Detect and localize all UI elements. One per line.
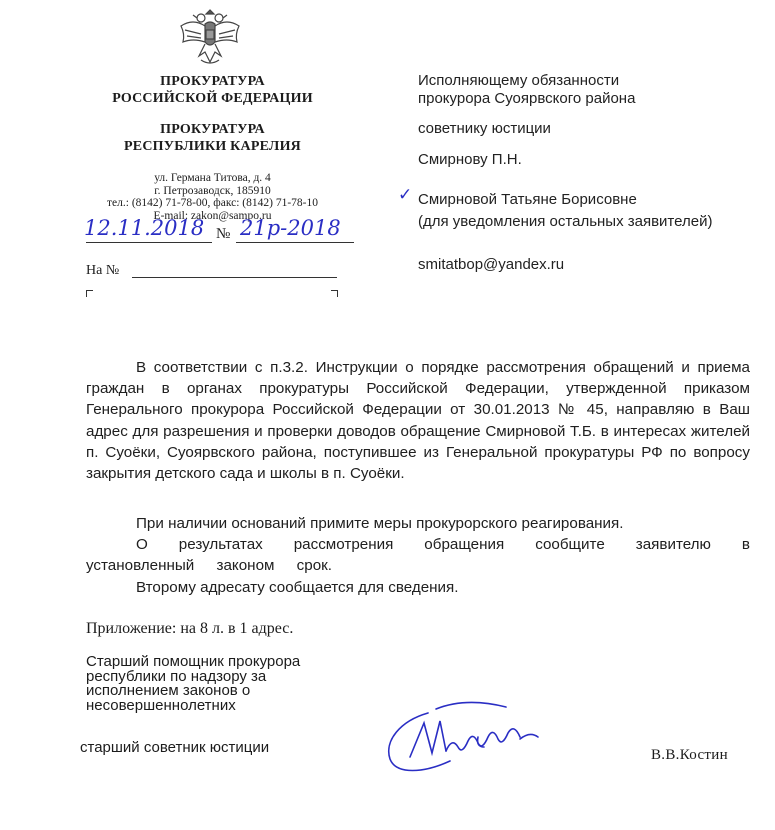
body-p1-text: В соответствии с п.3.2. Инструкции о порядке рассмотрения обращений и приема граждан в органах прокуратуры Российской Федерации, утвержденной приказом Генерального прокурора Российской Федерации от 30.01.2013 № 45, направляю в Ваш адрес для разрешения и проверки доводов обращение Смирновой Т.Б. в интересах жителей п. Суоёки, Суоярвского района, поступившее из Генеральной прокуратуры РФ по вопросу закрытия детского сада и школы в п. Суоёки. [86,359,750,483]
signatory-title-line4: несовершеннолетних [86,696,236,714]
handwritten-signature [380,693,555,778]
signatory-title-line1: Старший помощник прокурора [86,653,301,670]
reference-underline [132,277,337,278]
signatory-title-line3: исполнением законов о [86,682,251,699]
recipient-email: smitatbop@yandex.ru [418,256,565,273]
address-line: ул. Германа Титова, д. 4 [154,172,271,184]
org1-line2: РОССИЙСКОЙ ФЕДЕРАЦИИ [112,91,313,106]
check-mark-icon: ✓ [398,185,413,205]
number-underline [236,242,354,243]
org2-line2: РЕСПУБЛИКИ КАРЕЛИЯ [124,139,301,154]
phone-line: тел.: (8142) 71-78-00, факс: (8142) 71-78-10 [107,197,318,209]
body-p2-text: При наличии оснований примите меры прокурорского реагирования. [136,515,624,532]
body-paragraph-2 [86,513,750,534]
city-line: г. Петрозаводск, 185910 [154,184,271,197]
recipient-line-4: Смирнову П.Н. [418,151,522,168]
corner-mark-right [331,290,338,297]
org1-line1: ПРОКУРАТУРА [160,74,265,89]
signatory-title-line2: республики по надзору за [86,667,267,685]
recipient-line-3: советнику юстиции [418,120,551,137]
date-underline [86,242,212,243]
outgoing-date: 12.11.2018 [84,216,205,240]
prosecutor-office-rf-heading [95,73,330,107]
body-p4-text: Второму адресату сообщается для сведения. [136,579,459,596]
email-line: E-mail: zakon@sampo.ru [153,209,272,222]
body-paragraph-4 [86,577,750,598]
annex-line: Приложение: на 8 л. в 1 адрес. [86,620,294,637]
double-headed-eagle-icon [175,4,245,72]
corner-mark-left [86,290,93,297]
signatory-title [86,655,346,713]
body-p3-text: О результатах рассмотрения обращения сообщите заявителю в установленный законом срок. [86,536,750,575]
body-paragraph-3 [86,534,750,576]
recipient-line-5: Смирновой Татьяне Борисовне [418,191,637,208]
prosecutor-office-karelia-heading [95,121,330,155]
number-sign: № [216,226,231,242]
recipient-line-6: (для уведомления остальных заявителей) [418,213,713,230]
outgoing-number: 21р-2018 [240,216,341,240]
reference-number-label: На № [86,263,120,278]
body-paragraph-1 [86,357,750,484]
signatory-name: В.В.Костин [651,747,728,763]
recipient-line-2: прокурора Суоярвского района [418,90,636,107]
recipient-line-1: Исполняющему обязанности [418,72,620,89]
org2-line1: ПРОКУРАТУРА [160,122,265,137]
signatory-rank: старший советник юстиции [80,739,270,756]
contact-block [70,172,355,222]
